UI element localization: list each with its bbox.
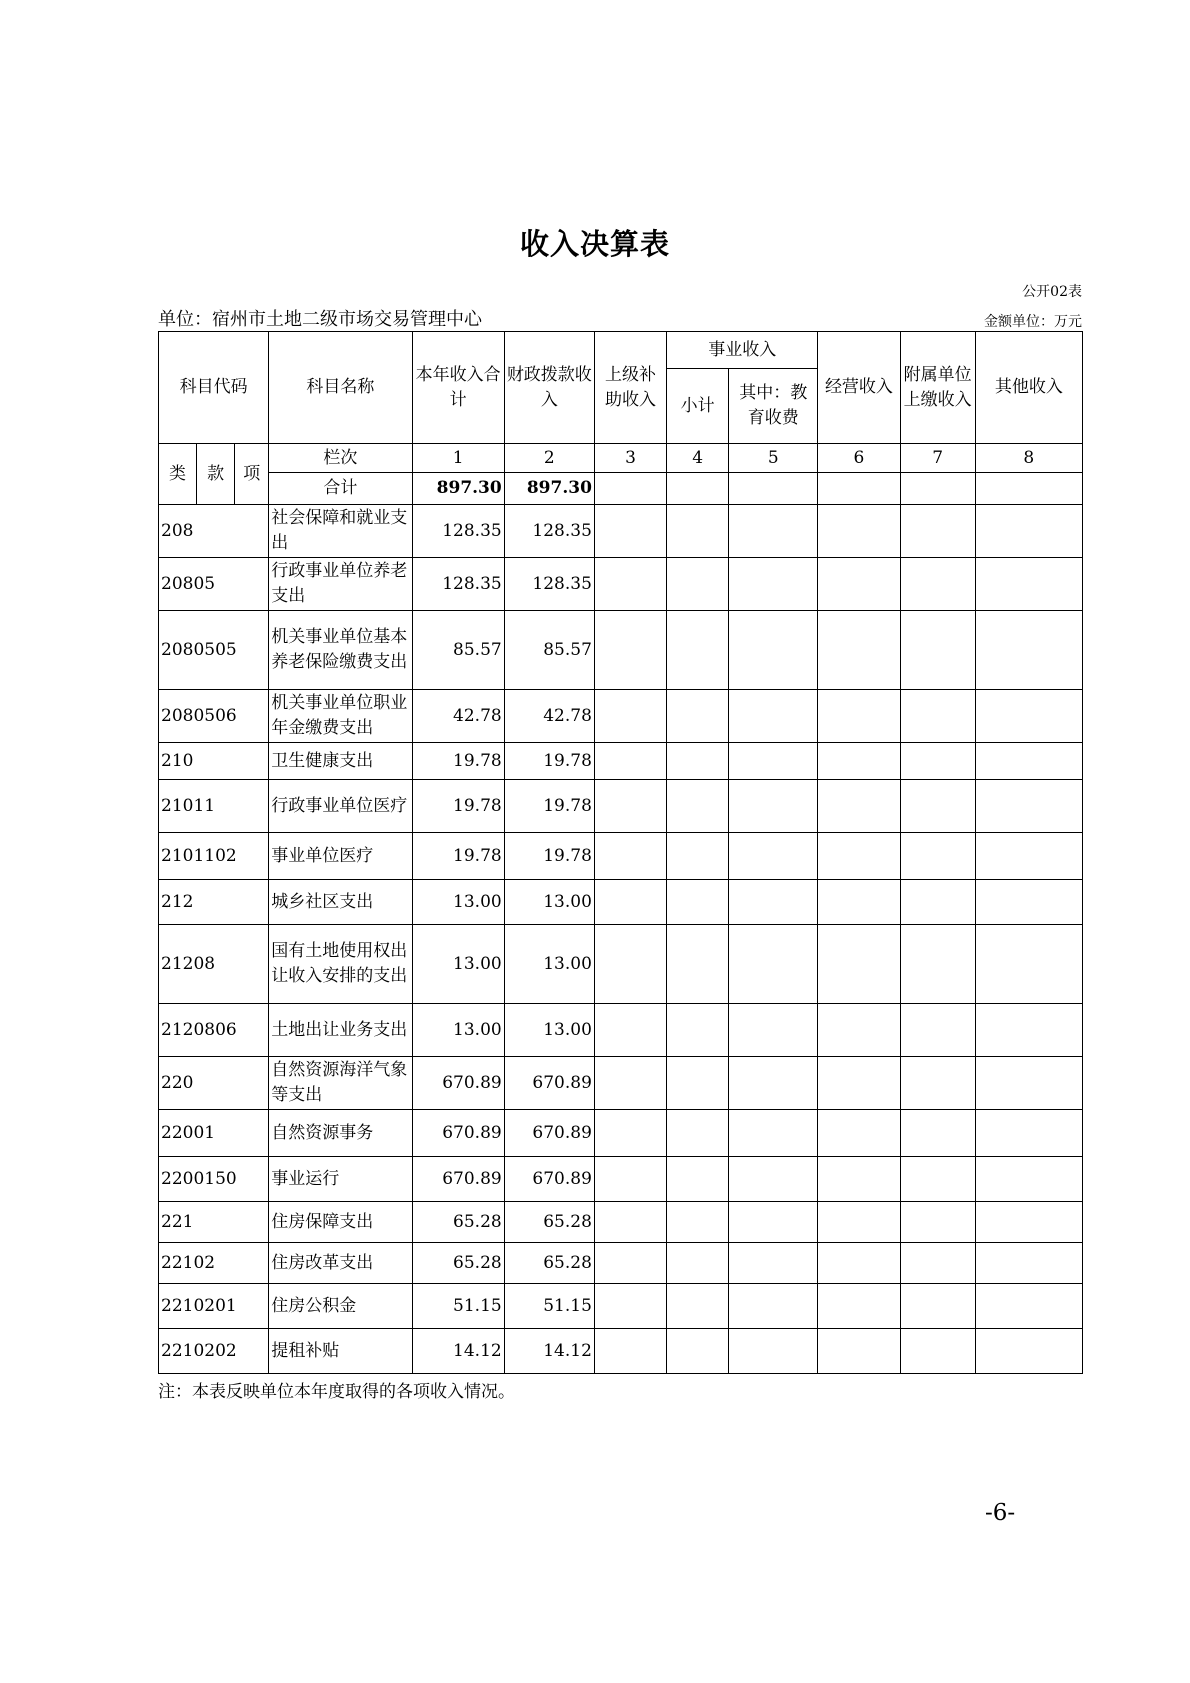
table-row	[159, 1202, 1083, 1243]
row-fiscal: 65.28	[504, 1202, 594, 1243]
row-code: 220	[159, 1057, 269, 1110]
row-name: 事业运行	[269, 1157, 412, 1202]
income-table	[158, 331, 1083, 1374]
table-row	[159, 780, 1083, 833]
row-fiscal: 128.35	[504, 558, 594, 611]
row-name: 自然资源事务	[269, 1110, 412, 1157]
row-code: 210	[159, 743, 269, 780]
row-total: 13.00	[412, 1004, 504, 1057]
row-total: 128.35	[412, 505, 504, 558]
row-code: 2210202	[159, 1329, 269, 1374]
row-total: 128.35	[412, 558, 504, 611]
row-name: 土地出让业务支出	[269, 1004, 412, 1057]
total-fiscal-value: 897.30	[504, 473, 594, 505]
column-number: 5	[729, 444, 818, 473]
row-name: 住房保障支出	[269, 1202, 412, 1243]
table-row	[159, 1110, 1083, 1157]
row-total: 85.57	[412, 611, 504, 690]
row-total: 19.78	[412, 743, 504, 780]
page-title: 收入决算表	[519, 227, 670, 261]
row-fiscal: 14.12	[504, 1329, 594, 1374]
row-fiscal: 670.89	[504, 1157, 594, 1202]
row-code: 2101102	[159, 833, 269, 880]
row-name: 社会保障和就业支出	[269, 505, 412, 558]
header-lei: 类	[159, 444, 197, 505]
row-code: 2120806	[159, 1004, 269, 1057]
header-name: 科目名称	[269, 332, 412, 444]
row-code: 2080505	[159, 611, 269, 690]
header-code: 科目代码	[159, 332, 269, 444]
table-row	[159, 1004, 1083, 1057]
table-row	[159, 611, 1083, 690]
row-name: 住房改革支出	[269, 1243, 412, 1284]
row-total: 19.78	[412, 780, 504, 833]
row-name: 机关事业单位基本养老保险缴费支出	[269, 611, 412, 690]
column-number: 3	[594, 444, 666, 473]
row-fiscal: 42.78	[504, 690, 594, 743]
header-lanci: 栏次	[269, 444, 412, 473]
header-kuan: 款	[197, 444, 235, 505]
table-row	[159, 880, 1083, 925]
row-name: 行政事业单位医疗	[269, 780, 412, 833]
row-code: 221	[159, 1202, 269, 1243]
row-code: 22001	[159, 1110, 269, 1157]
row-fiscal: 19.78	[504, 833, 594, 880]
row-total: 51.15	[412, 1284, 504, 1329]
row-code: 22102	[159, 1243, 269, 1284]
row-name: 自然资源海洋气象等支出	[269, 1057, 412, 1110]
row-total: 13.00	[412, 880, 504, 925]
table-row	[159, 925, 1083, 1004]
row-code: 2210201	[159, 1284, 269, 1329]
page-number: -6-	[985, 1500, 1016, 1526]
row-fiscal: 85.57	[504, 611, 594, 690]
row-fiscal: 19.78	[504, 743, 594, 780]
unit-name: 单位：宿州市土地二级市场交易管理中心	[158, 309, 482, 330]
row-name: 卫生健康支出	[269, 743, 412, 780]
money-unit: 金额单位：万元	[984, 314, 1082, 330]
row-fiscal: 13.00	[504, 925, 594, 1004]
row-name: 国有土地使用权出让收入安排的支出	[269, 925, 412, 1004]
total-label: 合计	[269, 473, 412, 505]
column-number: 2	[504, 444, 594, 473]
row-total: 19.78	[412, 833, 504, 880]
column-number: 7	[900, 444, 975, 473]
header-fiscal: 财政拨款收入	[504, 332, 594, 444]
row-name: 事业单位医疗	[269, 833, 412, 880]
row-code: 20805	[159, 558, 269, 611]
header-total-income: 本年收入合计	[412, 332, 504, 444]
table-row	[159, 690, 1083, 743]
table-row	[159, 1329, 1083, 1374]
row-fiscal: 13.00	[504, 1004, 594, 1057]
header-other: 其他收入	[975, 332, 1082, 444]
row-total: 65.28	[412, 1243, 504, 1284]
row-name: 行政事业单位养老支出	[269, 558, 412, 611]
table-row	[159, 1157, 1083, 1202]
row-total: 14.12	[412, 1329, 504, 1374]
row-name: 提租补贴	[269, 1329, 412, 1374]
row-total: 670.89	[412, 1057, 504, 1110]
header-xiang: 项	[235, 444, 269, 505]
header-operating: 经营收入	[818, 332, 900, 444]
row-total: 670.89	[412, 1157, 504, 1202]
row-name: 城乡社区支出	[269, 880, 412, 925]
header-affiliated: 附属单位上缴收入	[900, 332, 975, 444]
header-business: 事业收入	[667, 332, 818, 369]
row-total: 13.00	[412, 925, 504, 1004]
row-total: 42.78	[412, 690, 504, 743]
data-rows	[159, 505, 1083, 1374]
row-fiscal: 65.28	[504, 1243, 594, 1284]
row-fiscal: 670.89	[504, 1110, 594, 1157]
table-row	[159, 505, 1083, 558]
row-fiscal: 19.78	[504, 780, 594, 833]
header-superior: 上级补助收入	[594, 332, 666, 444]
row-fiscal: 670.89	[504, 1057, 594, 1110]
row-name: 住房公积金	[269, 1284, 412, 1329]
form-number: 公开02表	[1022, 284, 1082, 300]
table-row	[159, 833, 1083, 880]
row-fiscal: 13.00	[504, 880, 594, 925]
row-code: 2080506	[159, 690, 269, 743]
column-number: 4	[667, 444, 729, 473]
row-total: 670.89	[412, 1110, 504, 1157]
row-total: 65.28	[412, 1202, 504, 1243]
header-subtotal: 小计	[667, 369, 729, 444]
table-note: 注：本表反映单位本年度取得的各项收入情况。	[158, 1382, 515, 1402]
table-row	[159, 1284, 1083, 1329]
row-code: 208	[159, 505, 269, 558]
column-number: 8	[975, 444, 1082, 473]
row-code: 21011	[159, 780, 269, 833]
header-education: 其中：教育收费	[729, 369, 818, 444]
table-row	[159, 558, 1083, 611]
row-code: 21208	[159, 925, 269, 1004]
row-fiscal: 51.15	[504, 1284, 594, 1329]
row-name: 机关事业单位职业年金缴费支出	[269, 690, 412, 743]
total-income-value: 897.30	[412, 473, 504, 505]
column-number: 1	[412, 444, 504, 473]
row-fiscal: 128.35	[504, 505, 594, 558]
column-number: 6	[818, 444, 900, 473]
table-row	[159, 1057, 1083, 1110]
row-code: 2200150	[159, 1157, 269, 1202]
table-row	[159, 1243, 1083, 1284]
table-row	[159, 743, 1083, 780]
row-code: 212	[159, 880, 269, 925]
